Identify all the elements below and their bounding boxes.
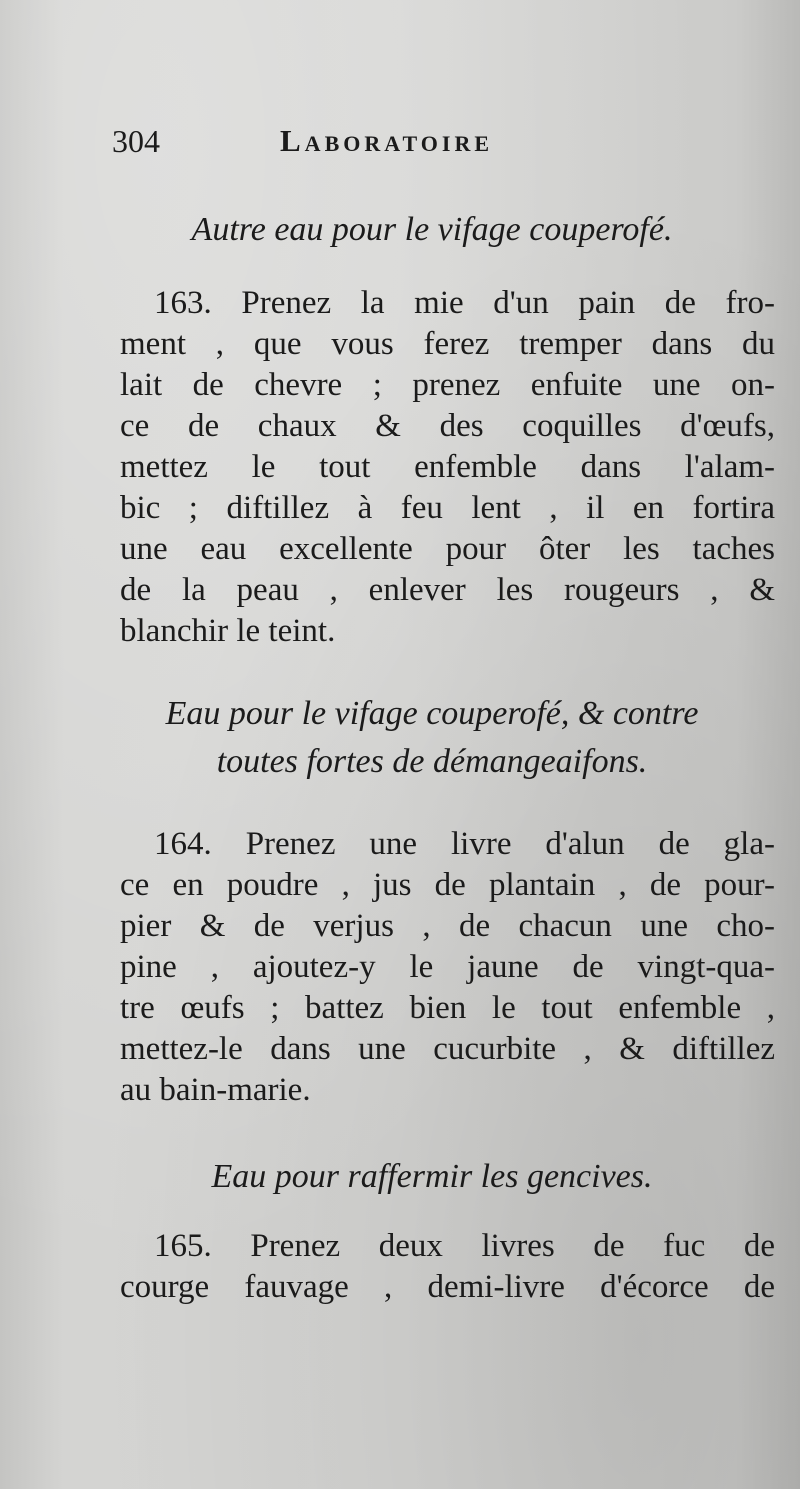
paragraph-line: courge fauvage , demi-livre d'écorce de bbox=[120, 1269, 775, 1305]
paragraph-line: de la peau , enlever les rougeurs , & bbox=[120, 572, 775, 608]
paragraph-line: mettez-le dans une cucurbite , & diftillez bbox=[120, 1031, 775, 1067]
page-number: 304 bbox=[112, 123, 160, 159]
paragraph-line: pine , ajoutez-y le jaune de vingt-qua- bbox=[120, 949, 775, 985]
paragraph-line: 164. Prenez une livre d'alun de gla- bbox=[154, 826, 775, 862]
paragraph-line: ment , que vous ferez tremper dans du bbox=[120, 326, 775, 362]
paragraph-line: 165. Prenez deux livres de fuc de bbox=[154, 1228, 775, 1264]
paragraph-164 bbox=[120, 824, 775, 1111]
paragraph-line: une eau excellente pour ôter les taches bbox=[120, 531, 775, 567]
paragraph-line: blanchir le teint. bbox=[120, 613, 336, 649]
paragraph-163 bbox=[120, 283, 775, 652]
paragraph-line: pier & de verjus , de chacun une cho- bbox=[120, 908, 775, 944]
paragraph-line: lait de chevre ; prenez enfuite une on- bbox=[120, 367, 775, 403]
paragraph-line: au bain-marie. bbox=[120, 1072, 311, 1108]
paragraph-line: mettez le tout enfemble dans l'alam- bbox=[120, 449, 775, 485]
page-header bbox=[112, 118, 672, 164]
paragraph-line: ce de chaux & des coquilles d'œufs, bbox=[120, 408, 775, 444]
heading-line: Eau pour le vifage couperofé, & contre bbox=[165, 695, 699, 732]
section-heading-164 bbox=[112, 690, 752, 786]
paragraph-line: ce en poudre , jus de plantain , de pour- bbox=[120, 867, 775, 903]
paragraph-line: bic ; diftillez à feu lent , il en fortira bbox=[120, 490, 775, 526]
section-heading-165: Eau pour raffermir les gencives. bbox=[211, 1158, 653, 1195]
paragraph-line: 163. Prenez la mie d'un pain de fro- bbox=[154, 285, 775, 321]
paragraph-165 bbox=[120, 1226, 775, 1308]
section-heading-163: Autre eau pour le vifage couperofé. bbox=[191, 211, 673, 248]
paragraph-line: tre œufs ; battez bien le tout enfemble , bbox=[120, 990, 775, 1026]
heading-line: toutes fortes de démangeaifons. bbox=[216, 743, 648, 780]
running-head: Laboratoire bbox=[280, 123, 494, 158]
